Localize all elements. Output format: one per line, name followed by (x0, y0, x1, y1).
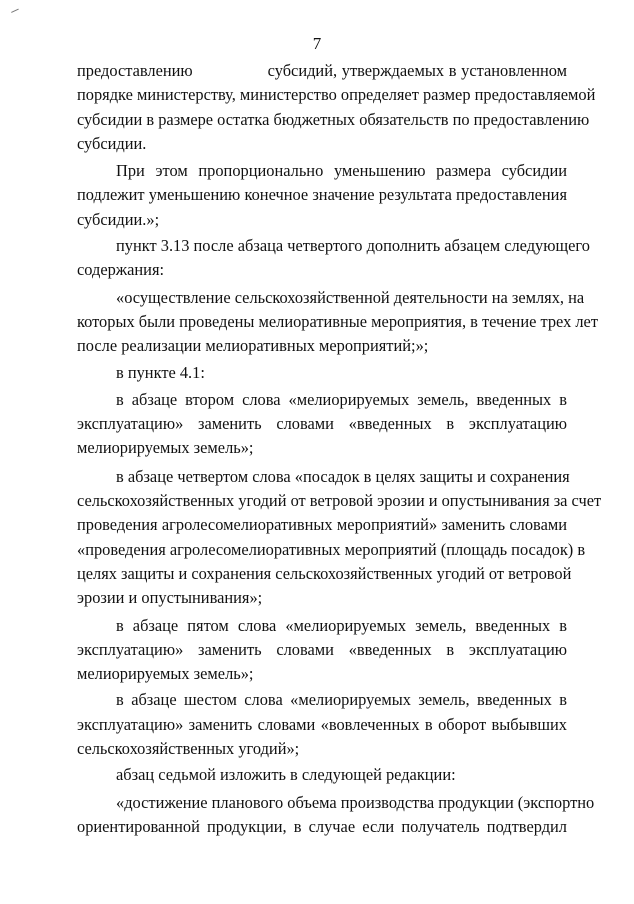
paragraph-7 (77, 465, 602, 611)
text-line: после реализации мелиоративных мероприятий;»; (77, 336, 429, 356)
text-line: мелиорируемых земель»; (77, 438, 254, 458)
text-line: целях защиты и сохранения сельскохозяйственных угодий от ветровой (77, 563, 572, 583)
text-line: «осуществление сельскохозяйственной деятельности на землях, на (116, 287, 585, 307)
text-line: «достижение планового объема производства продукции (экспортно (116, 792, 595, 812)
text-line: сельскохозяйственных угодий от ветровой эрозии и опустынивания за счет (77, 491, 602, 511)
paragraph-11 (77, 791, 595, 840)
text-line: содержания: (77, 260, 165, 280)
paragraph-1 (77, 59, 596, 156)
paragraph-5 (77, 361, 567, 385)
text-line: которых были проведены мелиоративные мероприятия, в течение трех лет (77, 311, 598, 331)
text-line: в абзаце шестом слова «мелиорируемых земель, введенных в (116, 690, 567, 710)
text-line: мелиорируемых земель»; (77, 664, 254, 684)
text-line: порядке министерству, министерство определяет размер предоставляемой (77, 85, 596, 105)
text-line: подлежит уменьшению конечное значение результата предоставления (77, 185, 567, 205)
text-line: эксплуатацию» заменить словами «вовлеченных в оборот выбывших (77, 714, 567, 734)
text-line: в абзаце втором слова «мелиорируемых земель, введенных в (116, 389, 567, 409)
text-line: абзац седьмой изложить в следующей редакции: (116, 765, 456, 785)
paragraph-9 (77, 688, 567, 761)
text-line: субсидии. (77, 133, 147, 153)
text-line: в пункте 4.1: (116, 362, 205, 382)
text-line: в абзаце пятом слова «мелиорируемых земель, введенных в (116, 615, 567, 635)
text-line: эрозии и опустынивания»; (77, 588, 263, 608)
text-line: пункт 3.13 после абзаца четвертого дополнить абзацем следующего (116, 236, 590, 256)
paragraph-2 (77, 159, 567, 232)
text-line: в абзаце четвертом слова «посадок в целях защиты и сохранения (116, 466, 570, 486)
document-body (77, 59, 602, 839)
text-line: эксплуатацию» заменить словами «введенных в эксплуатацию (77, 639, 567, 659)
text-line: субсидии.»; (77, 209, 160, 229)
paragraph-8 (77, 614, 567, 687)
text-line: проведения агролесомелиоративных мероприятий» заменить словами (77, 515, 567, 535)
text-line: При этом пропорционально уменьшению размера субсидии (116, 161, 567, 181)
paragraph-4 (77, 286, 598, 359)
text-line: сельскохозяйственных угодий»; (77, 739, 300, 759)
text-line: эксплуатацию» заменить словами «введенных в эксплуатацию (77, 414, 567, 434)
paragraph-6 (77, 388, 567, 461)
text-line: ориентированной продукции, в случае если получатель подтвердил (77, 816, 567, 836)
text-line: «проведения агролесомелиоративных мероприятий (площадь посадок) в (77, 539, 586, 559)
text-line: субсидии в размере остатка бюджетных обязательств по предоставлению (77, 109, 590, 129)
scan-corner-mark (11, 9, 21, 18)
page-number: 7 (312, 34, 322, 53)
paragraph-10 (77, 763, 567, 787)
text-line: предоставлению субсидий, утверждаемых в установленном (77, 61, 567, 80)
paragraph-3 (77, 234, 590, 283)
